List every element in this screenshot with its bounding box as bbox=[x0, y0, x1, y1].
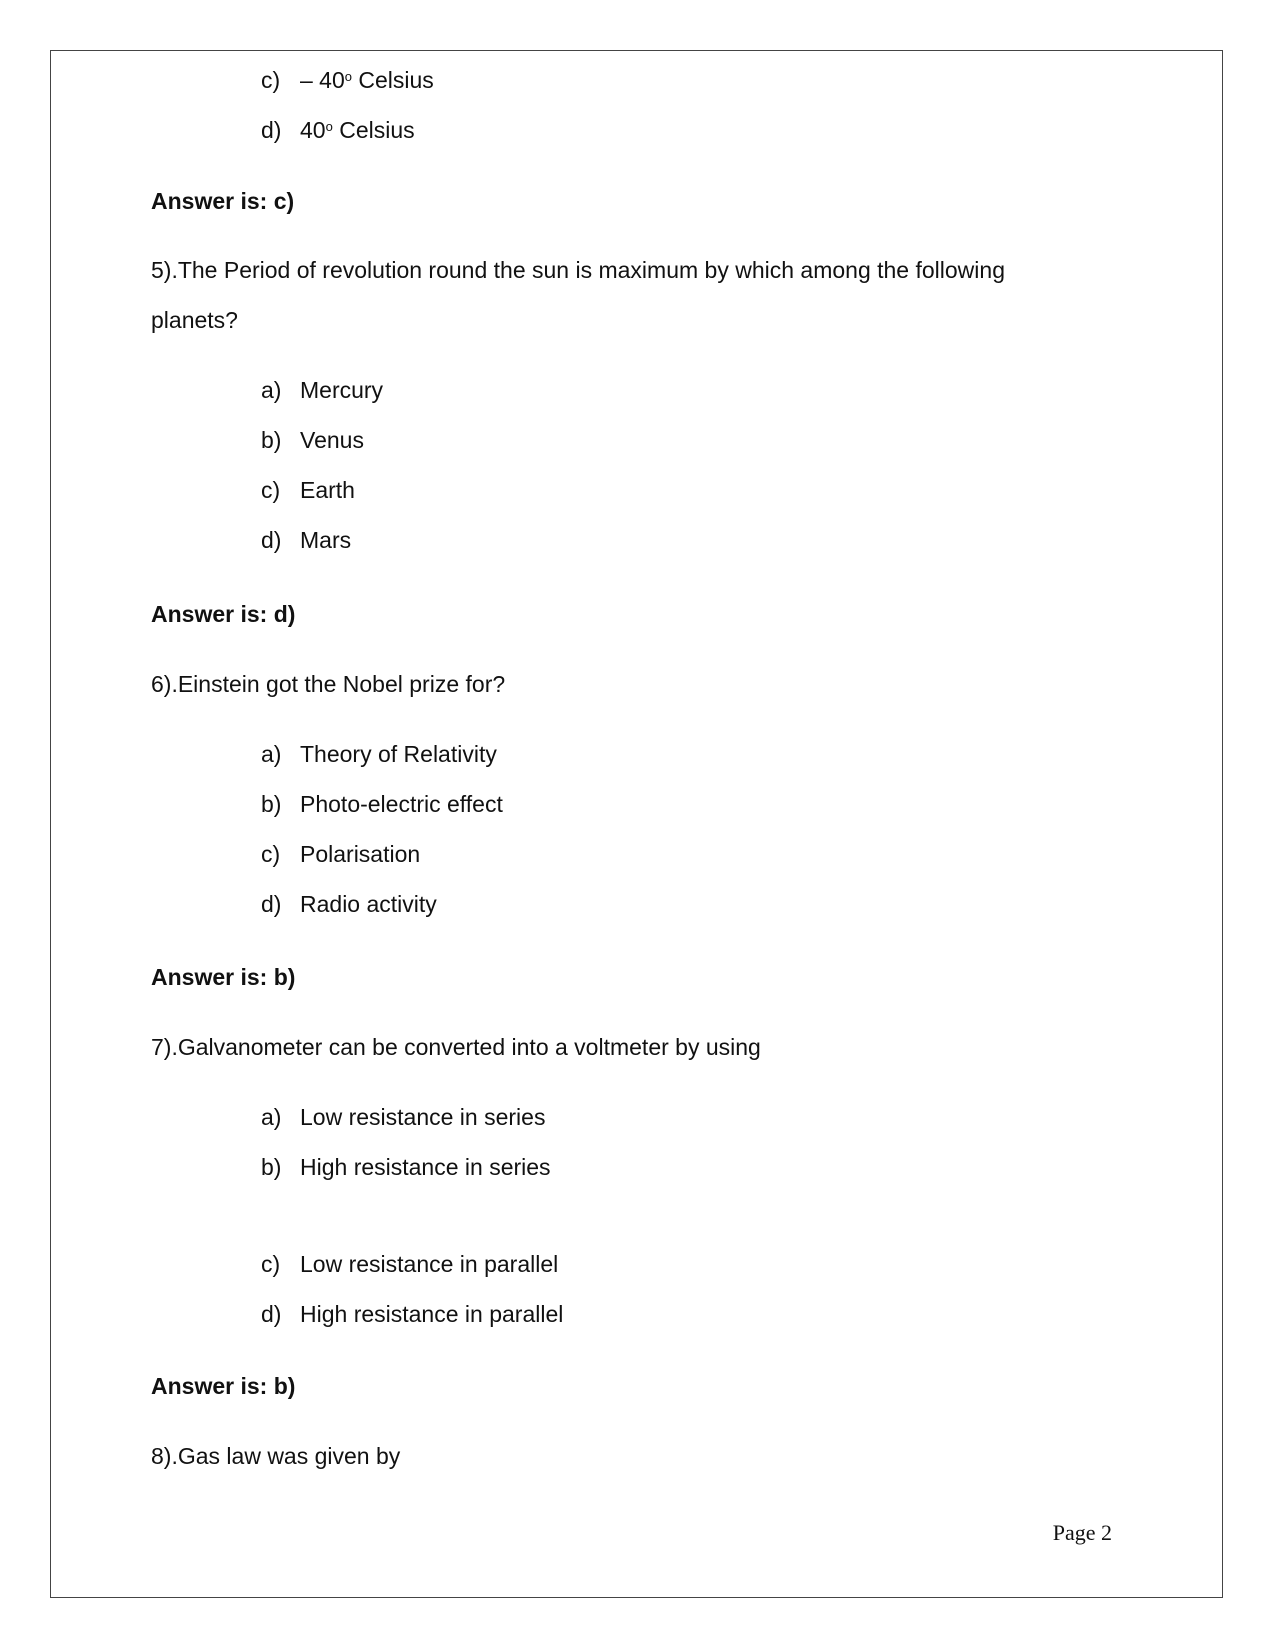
option-text: – 40$^o$ Celsius bbox=[300, 67, 434, 93]
option-letter: c) bbox=[261, 477, 281, 503]
option-letter: a) bbox=[261, 1104, 282, 1130]
option-text: Earth bbox=[300, 477, 355, 503]
option-text: Venus bbox=[300, 427, 364, 453]
option-letter: d) bbox=[261, 1301, 282, 1327]
option-text: Low resistance in series bbox=[300, 1104, 546, 1130]
question-text: 7).Galvanometer can be converted into a voltmeter by using bbox=[151, 1034, 761, 1060]
option-text: Theory of Relativity bbox=[300, 741, 497, 767]
option-text: Photo-electric effect bbox=[300, 791, 503, 817]
option-letter: a) bbox=[261, 741, 282, 767]
option-text: High resistance in parallel bbox=[300, 1301, 564, 1327]
option-text: Mars bbox=[300, 527, 352, 553]
answer-line: Answer is: b) bbox=[151, 964, 296, 990]
answer-line: Answer is: d) bbox=[151, 601, 296, 627]
option-letter: a) bbox=[261, 377, 282, 403]
option-letter: d) bbox=[261, 117, 282, 143]
option-letter: b) bbox=[261, 427, 282, 453]
question-text-continued: planets? bbox=[151, 307, 238, 333]
page-number: Page 2 bbox=[1052, 1520, 1112, 1545]
option-letter: b) bbox=[261, 791, 282, 817]
option-text: 40$^o$ Celsius bbox=[300, 117, 415, 143]
option-letter: c) bbox=[261, 67, 281, 93]
option-letter: d) bbox=[261, 527, 282, 553]
option-text: Polarisation bbox=[300, 841, 421, 867]
answer-line: Answer is: b) bbox=[151, 1373, 296, 1399]
option-letter: c) bbox=[261, 841, 281, 867]
option-text: Radio activity bbox=[300, 891, 437, 917]
option-text: Low resistance in parallel bbox=[300, 1251, 559, 1277]
option-letter: d) bbox=[261, 891, 282, 917]
option-letter: b) bbox=[261, 1154, 282, 1180]
question-text: 6).Einstein got the Nobel prize for? bbox=[151, 671, 506, 697]
question-text: 5).The Period of revolution round the sun is maximum by which among the following bbox=[151, 257, 1005, 283]
answer-line: Answer is: c) bbox=[151, 188, 295, 214]
degree-symbol: o bbox=[344, 69, 352, 84]
question-text: 8).Gas law was given by bbox=[151, 1443, 401, 1469]
option-text: High resistance in series bbox=[300, 1154, 551, 1180]
degree-symbol: o bbox=[325, 119, 333, 134]
option-letter: c) bbox=[261, 1251, 281, 1277]
option-text: Mercury bbox=[300, 377, 384, 403]
